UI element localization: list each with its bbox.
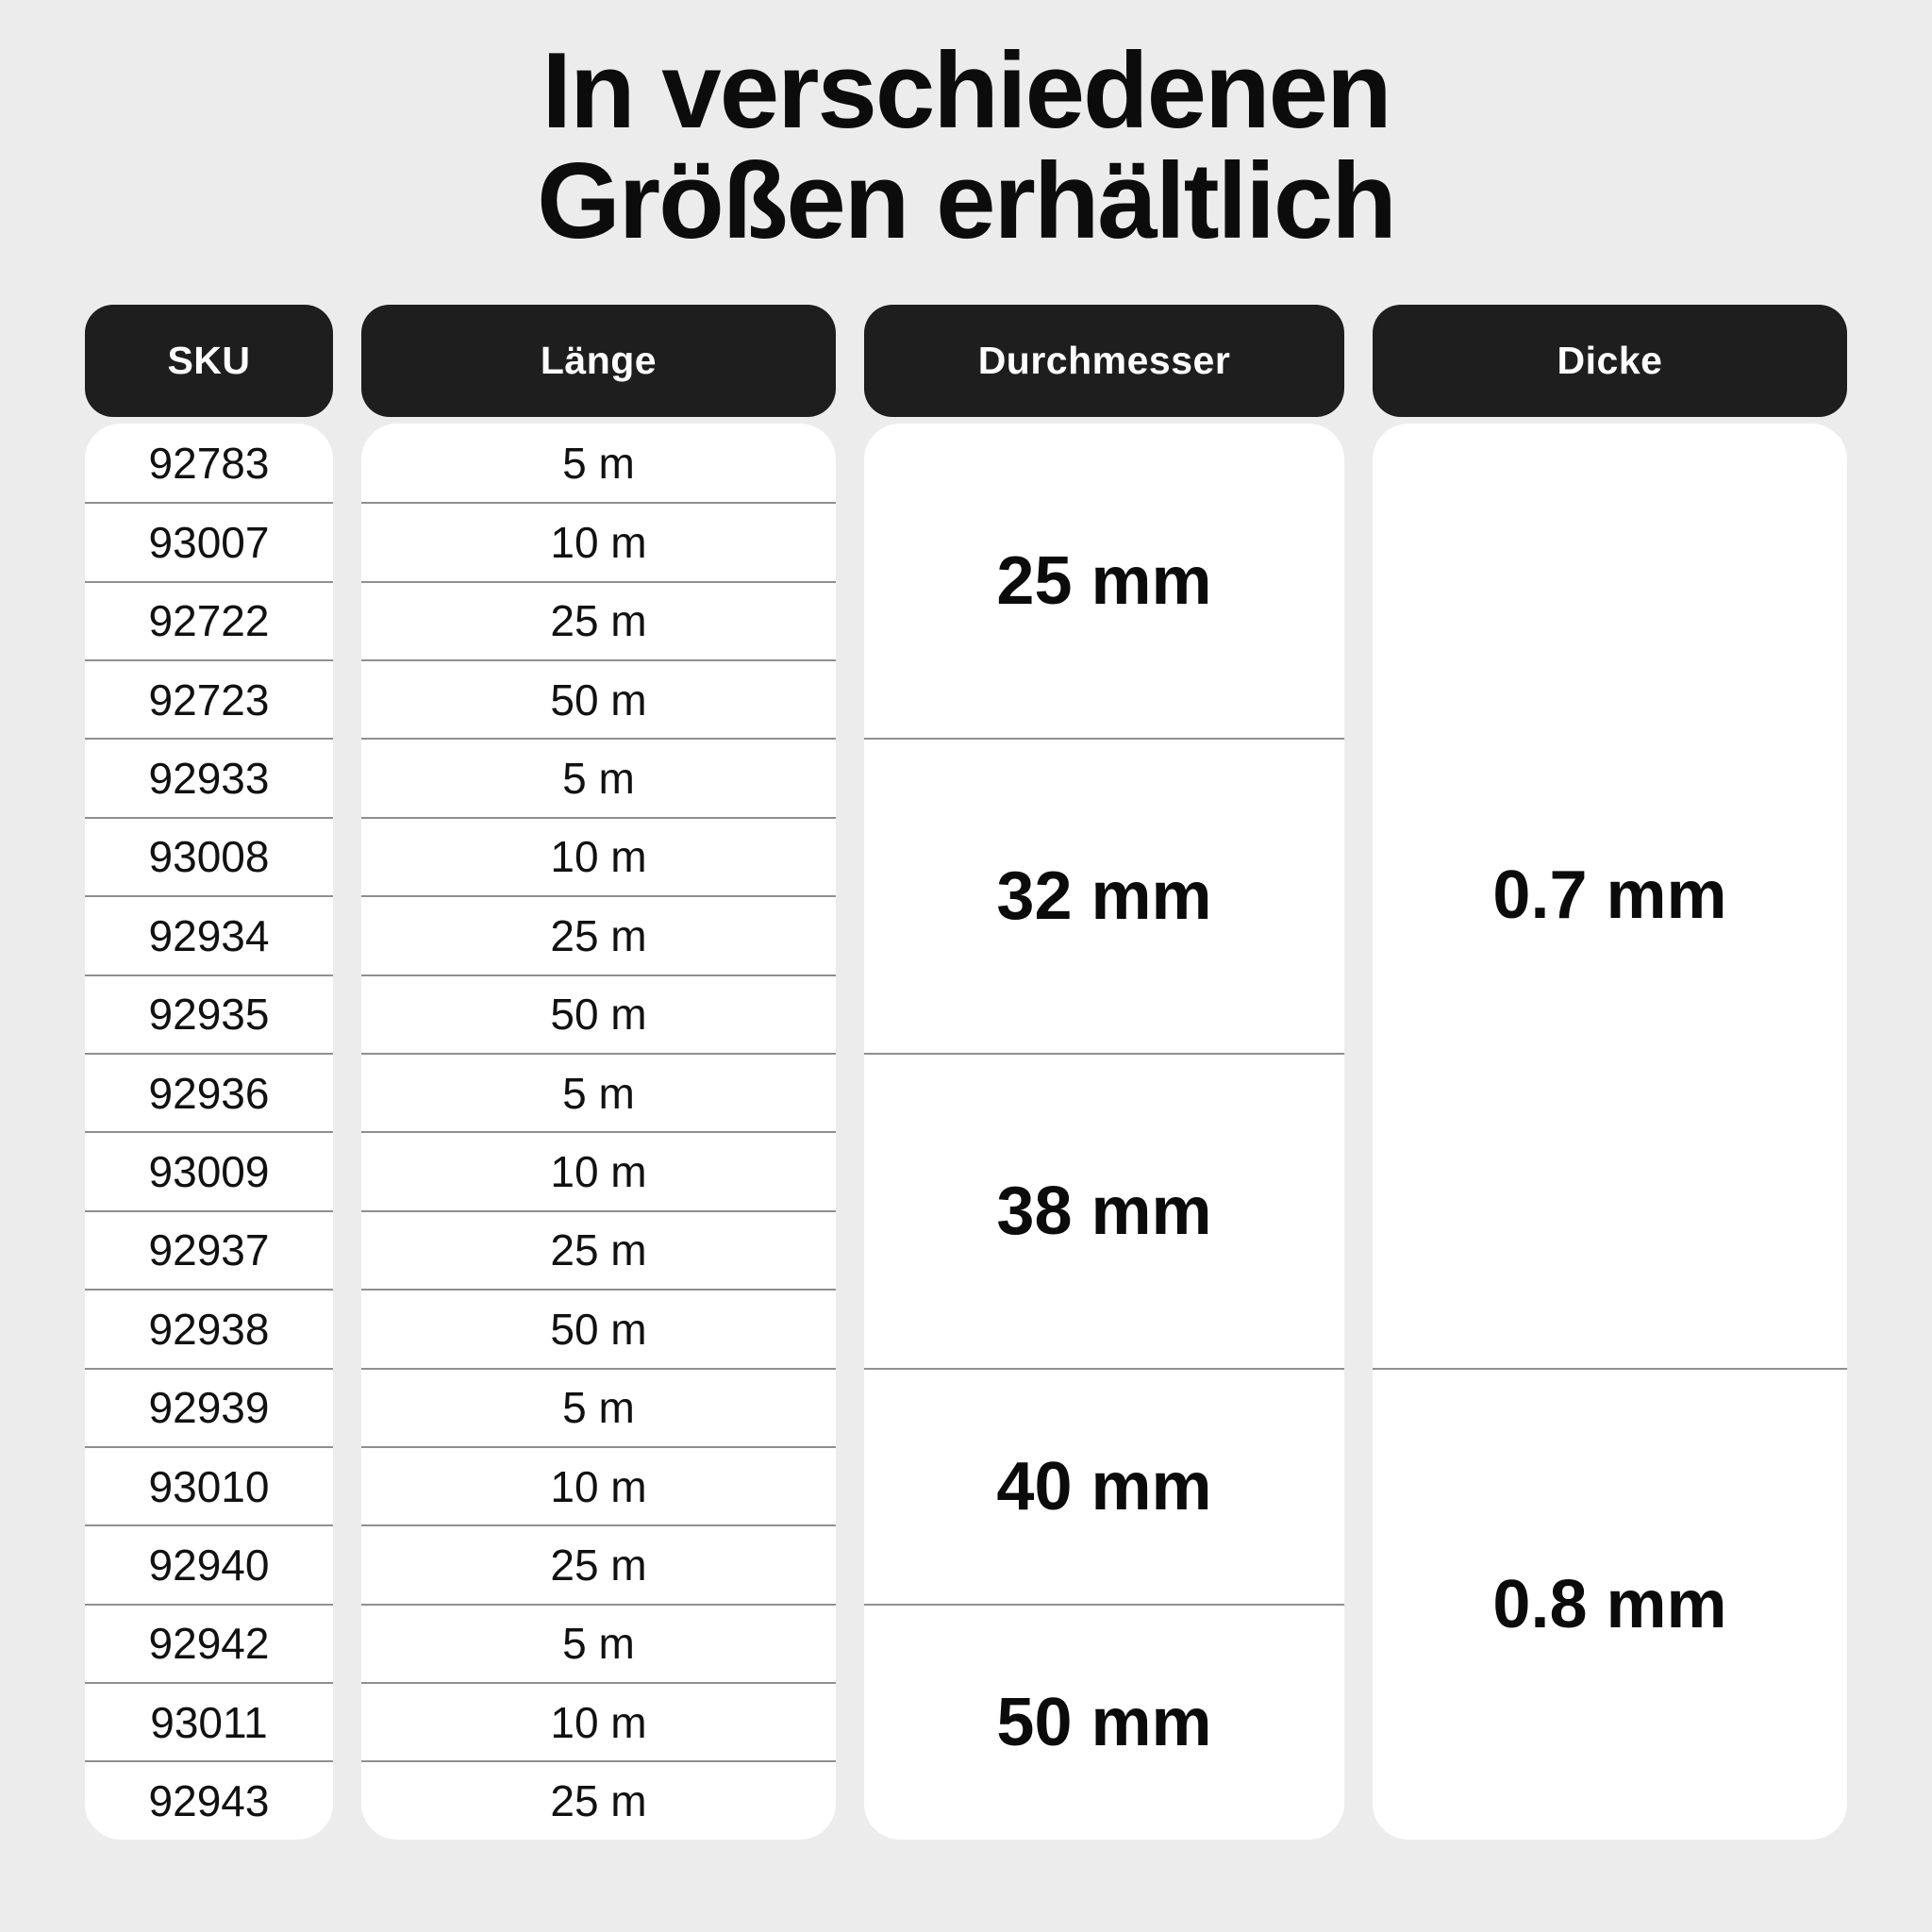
header-dicke: Dicke: [1373, 305, 1847, 417]
dicke-group-cell: 0.7 mm: [1492, 858, 1727, 934]
table-header-row: [85, 305, 1847, 417]
durchmesser-group-cell: 25 mm: [996, 542, 1212, 619]
laenge-cell: 5 m: [361, 738, 836, 816]
sku-column-body: [85, 424, 333, 1840]
sku-cell: 92940: [85, 1524, 333, 1603]
durchmesser-column-body: [864, 424, 1344, 1840]
sku-cell: 92934: [85, 895, 333, 974]
laenge-cell: 5 m: [361, 1053, 836, 1131]
dicke-column-body: [1373, 424, 1847, 1840]
header-sku: SKU: [85, 305, 333, 417]
dicke-group-cell: 0.8 mm: [1373, 1368, 1847, 1840]
laenge-cell: 5 m: [562, 438, 635, 488]
size-table: [85, 305, 1847, 1840]
sku-cell: 92936: [85, 1053, 333, 1131]
page-title-line-2: Größen erhältlich: [537, 142, 1395, 262]
table-body: [85, 424, 1847, 1840]
laenge-cell: 5 m: [361, 1604, 836, 1682]
sku-cell: 92723: [85, 659, 333, 738]
sku-cell: 92943: [85, 1760, 333, 1839]
laenge-cell: 50 m: [361, 974, 836, 1053]
laenge-cell: 25 m: [361, 1524, 836, 1603]
durchmesser-group-cell: 50 mm: [864, 1604, 1344, 1840]
page-title: [0, 0, 1932, 262]
sku-cell: 93007: [85, 502, 333, 580]
laenge-cell: 5 m: [361, 1368, 836, 1446]
sku-cell: 92935: [85, 974, 333, 1053]
page-title-line-1: In verschiedenen: [541, 31, 1391, 151]
sku-cell: 93011: [85, 1682, 333, 1760]
sku-cell: 93009: [85, 1131, 333, 1209]
laenge-cell: 10 m: [361, 1682, 836, 1760]
sku-cell: 92783: [148, 438, 270, 488]
sku-cell: 93008: [85, 817, 333, 895]
laenge-cell: 25 m: [361, 1210, 836, 1289]
sku-cell: 92938: [85, 1289, 333, 1367]
sku-cell: 92942: [85, 1604, 333, 1682]
laenge-cell: 10 m: [361, 1446, 836, 1524]
laenge-cell: 50 m: [361, 659, 836, 738]
sku-cell: 92722: [85, 581, 333, 659]
laenge-cell: 25 m: [361, 581, 836, 659]
sku-cell: 93010: [85, 1446, 333, 1524]
header-laenge: Länge: [361, 305, 836, 417]
sku-cell: 92939: [85, 1368, 333, 1446]
durchmesser-group-cell: 38 mm: [864, 1053, 1344, 1368]
laenge-cell: 10 m: [361, 1131, 836, 1209]
durchmesser-group-cell: 40 mm: [864, 1368, 1344, 1604]
durchmesser-group-cell: 32 mm: [864, 738, 1344, 1053]
header-durchmesser: Durchmesser: [864, 305, 1344, 417]
sku-cell: 92937: [85, 1210, 333, 1289]
sku-cell: 92933: [85, 738, 333, 816]
laenge-cell: 10 m: [361, 502, 836, 580]
laenge-cell: 50 m: [361, 1289, 836, 1367]
laenge-column-body: [361, 424, 836, 1840]
laenge-cell: 10 m: [361, 817, 836, 895]
laenge-cell: 25 m: [361, 895, 836, 974]
laenge-cell: 25 m: [361, 1760, 836, 1839]
